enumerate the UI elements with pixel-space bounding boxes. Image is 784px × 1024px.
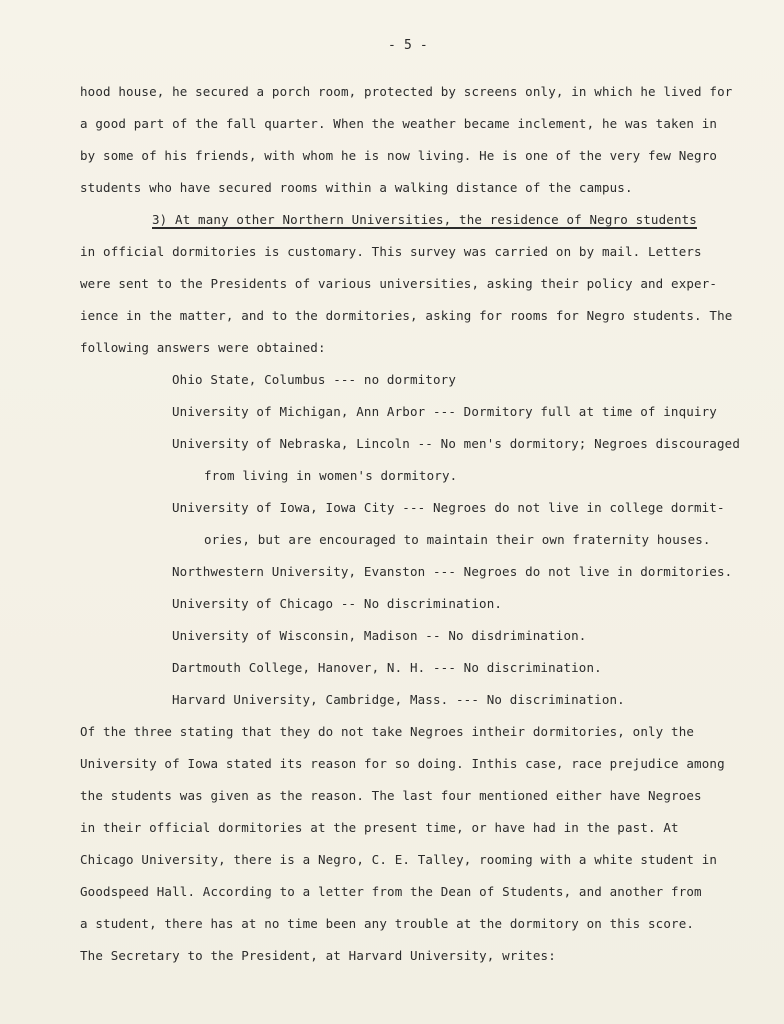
list-item: Harvard University, Cambridge, Mass. --- No discrimination. [172,692,625,707]
paragraph-line: a student, there has at no time been any trouble at the dormitory on this score. [80,916,695,931]
page-number: - 5 - [388,38,428,53]
list-item: University of Iowa, Iowa City --- Negroes do not live in college dormit- [172,500,725,515]
paragraph-line: students who have secured rooms within a walking distance of the campus. [80,180,633,195]
paragraph-line: Goodspeed Hall. According to a letter from the Dean of Students, and another from [80,884,702,899]
section-heading-line: 3) At many other Northern Universities, the residence of Negro students [152,212,697,227]
paragraph-line: ience in the matter, and to the dormitories, asking for rooms for Negro students. The [80,308,733,323]
list-item: Dartmouth College, Hanover, N. H. --- No discrimination. [172,660,602,675]
paragraph-line: University of Iowa stated its reason for so doing. Inthis case, race prejudice among [80,756,725,771]
paragraph-line: in official dormitories is customary. This survey was carried on by mail. Letters [80,244,702,259]
paragraph-line: in their official dormitories at the present time, or have had in the past. At [80,820,679,835]
list-item: University of Wisconsin, Madison -- No disdrimination. [172,628,587,643]
paragraph-line: by some of his friends, with whom he is now living. He is one of the very few Negro [80,148,718,163]
paragraph-line: hood house, he secured a porch room, protected by screens only, in which he lived for [80,84,733,99]
list-item: University of Michigan, Ann Arbor --- Dormitory full at time of inquiry [172,404,717,419]
list-item-continuation: ories, but are encouraged to maintain their own fraternity houses. [204,532,711,547]
paragraph-line: were sent to the Presidents of various universities, asking their policy and exper- [80,276,718,291]
paragraph-line: following answers were obtained: [80,340,326,355]
paragraph-line: the students was given as the reason. The last four mentioned either have Negroes [80,788,702,803]
list-item: Ohio State, Columbus --- no dormitory [172,372,456,387]
list-item-continuation: from living in women's dormitory. [204,468,458,483]
paragraph-line: Of the three stating that they do not take Negroes intheir dormitories, only the [80,724,695,739]
paragraph-line: a good part of the fall quarter. When the weather became inclement, he was taken in [80,116,718,131]
list-item: University of Nebraska, Lincoln -- No men's dormitory; Negroes discouraged [172,436,740,451]
list-item: Northwestern University, Evanston --- Negroes do not live in dormitories. [172,564,733,579]
paragraph-line: Chicago University, there is a Negro, C. E. Talley, rooming with a white student in [80,852,718,867]
list-item: University of Chicago -- No discrimination. [172,596,503,611]
paragraph-line: The Secretary to the President, at Harvard University, writes: [80,948,556,963]
